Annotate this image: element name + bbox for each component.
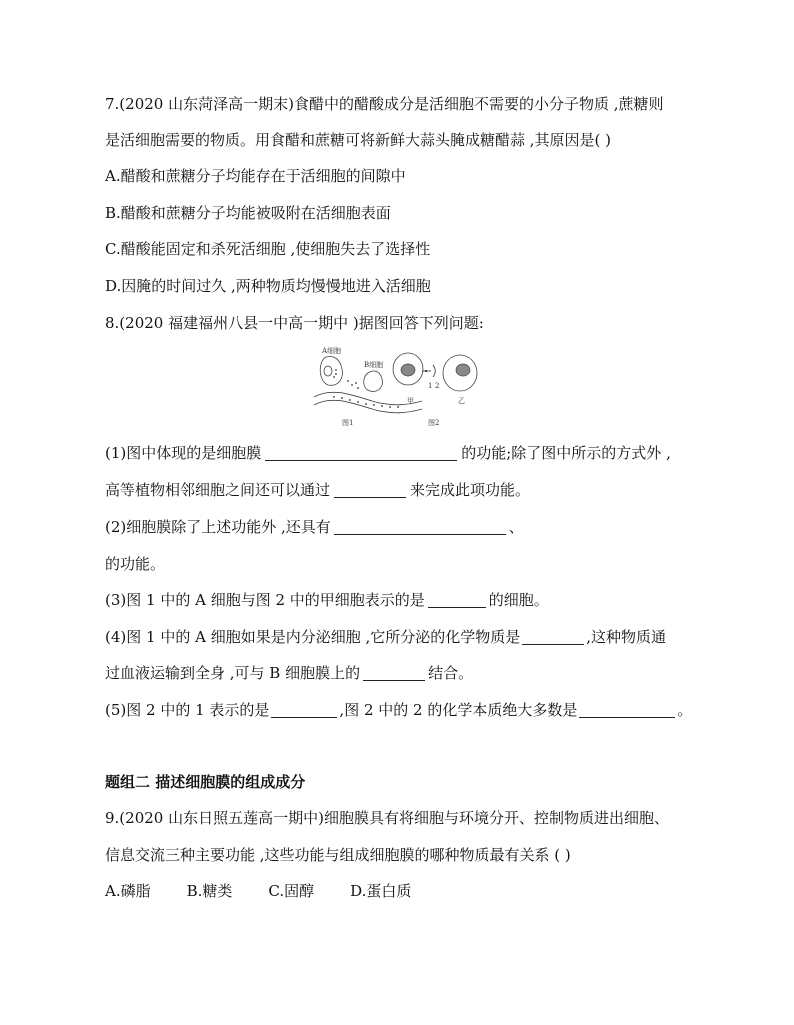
q8-blank-4[interactable] — [428, 592, 486, 608]
q9-option-c: C.固醇 — [268, 882, 315, 900]
q8-part5: (5)图 2 中的 1 表示的是 ,图 2 中的 2 的化学本质绝大多数是 。 — [105, 701, 693, 719]
figure-2 — [393, 353, 477, 427]
label-n2: 2 — [435, 382, 440, 390]
q8-part4-line1: (4)图 1 中的 A 细胞如果是内分泌细胞 ,它所分泌的化学物质是 ,这种物质通 — [105, 628, 667, 646]
q8-blank-6[interactable] — [363, 665, 425, 681]
q8-blank-3[interactable] — [334, 519, 506, 535]
cell-a-nucleus — [324, 366, 332, 376]
q8-part3: (3)图 1 中的 A 细胞与图 2 中的甲细胞表示的是 的细胞。 — [105, 591, 549, 609]
q9-option-a: A.磷脂 — [105, 882, 151, 900]
q9-options — [105, 881, 411, 901]
q8-part2-line2: 的功能。 — [105, 555, 166, 573]
q7-stem-line1: 7.(2020 山东菏泽高一期末)食醋中的醋酸成分是活细胞不需要的小分子物质 ,蔗糖则 — [105, 95, 664, 113]
label-yi: 乙 — [458, 397, 465, 405]
label-fig2: 图2 — [428, 419, 440, 427]
q7-option-b: B.醋酸和蔗糖分子均能被吸附在活细胞表面 — [105, 204, 391, 222]
blood-vessel-upper — [314, 392, 422, 405]
label-n1: 1 — [428, 382, 433, 390]
cell-b-outline — [364, 371, 383, 391]
q7-option-c: C.醋酸能固定和杀死活细胞 ,使细胞失去了选择性 — [105, 240, 431, 258]
q9-option-d: D.蛋白质 — [350, 882, 412, 900]
q8-part1-line1: (1)图中体现的是细胞膜 的功能;除了图中所示的方式外 , — [105, 444, 671, 462]
q8-blank-7[interactable] — [271, 702, 337, 718]
cell-yi-nucleus — [456, 364, 470, 376]
q8-part1-line2: 高等植物相邻细胞之间还可以通过 来完成此项功能。 — [105, 481, 531, 499]
label-fig1: 图1 — [342, 419, 354, 427]
q7-stem-line2: 是活细胞需要的物质。用食醋和蔗糖可将新鲜大蒜头腌成糖醋蒜 ,其原因是( ) — [105, 131, 612, 149]
section-heading: 题组二 描述细胞膜的组成成分 — [105, 773, 306, 791]
q9-option-b: B.糖类 — [186, 882, 233, 900]
q7-option-d: D.因腌的时间过久 ,两种物质均慢慢地进入活细胞 — [105, 277, 431, 295]
q7-option-a: A.醋酸和蔗糖分子均能存在于活细胞的间隙中 — [105, 167, 406, 185]
q9-stem-line2: 信息交流三种主要功能 ,这些功能与组成细胞膜的哪种物质最有关系 ( ) — [105, 846, 571, 864]
label-cell-a: A细胞 — [322, 347, 342, 355]
figure-1 — [314, 346, 422, 427]
label-cell-b: B细胞 — [364, 361, 384, 369]
cell-a-outline — [320, 357, 342, 386]
q8-part2-line1: (2)细胞膜除了上述功能外 ,还具有 、 — [105, 518, 524, 536]
q8-blank-5[interactable] — [522, 629, 584, 645]
q8-blank-2[interactable] — [334, 482, 406, 498]
cell-jia-nucleus — [401, 364, 415, 376]
q8-stem: 8.(2020 福建福州八县一中高一期中 )据图回答下列问题: — [105, 314, 484, 332]
label-jia: 甲 — [407, 397, 414, 405]
q9-stem-line1: 9.(2020 山东日照五莲高一期中)细胞膜具有将细胞与环境分开、控制物质进出细胞、 — [105, 809, 669, 827]
q8-part4-line2: 过血液运输到全身 ,可与 B 细胞膜上的 结合。 — [105, 664, 474, 682]
blood-vessel-lower — [314, 400, 422, 413]
q8-blank-1[interactable] — [265, 445, 457, 461]
q8-blank-8[interactable] — [579, 702, 675, 718]
cell-communication-figure — [312, 343, 507, 428]
